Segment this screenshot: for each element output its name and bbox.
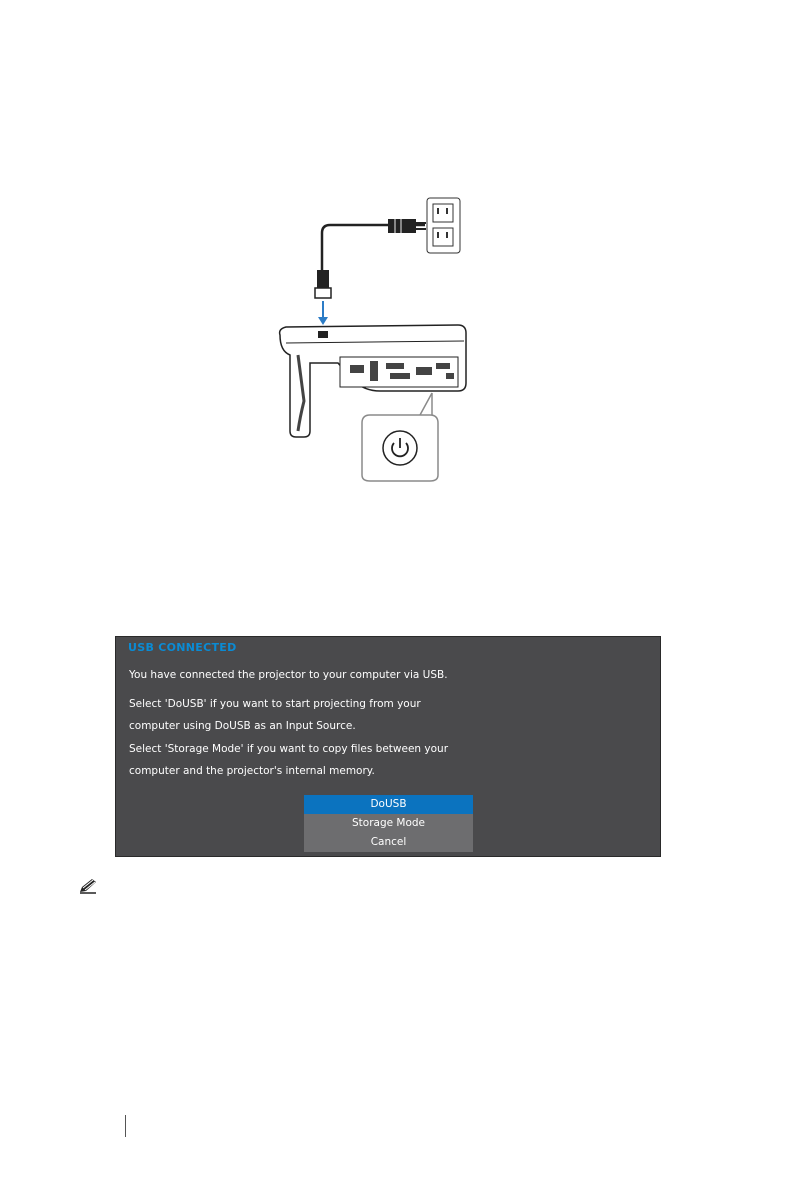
note-pencil-icon [78,878,98,894]
dialog-line-3: computer using DoUSB as an Input Source. [129,720,356,732]
cancel-option[interactable]: Cancel [370,836,407,848]
dialog-line-4: Select 'Storage Mode' if you want to copy files between your [129,743,449,755]
dialog-title: USB CONNECTED [128,641,237,654]
dialog-line-5: computer and the projector's internal memory. [129,765,375,777]
power-button-icon [383,431,417,465]
usb-connected-dialog [115,636,661,857]
projector-power-illustration [270,195,500,485]
wall-outlet-icon [427,198,460,253]
footer-divider [125,1115,126,1137]
dialog-line-1: You have connected the projector to your computer via USB. [129,669,448,681]
storage-mode-option[interactable]: Storage Mode [351,817,426,829]
option-menu [304,795,473,852]
dousb-option[interactable]: DoUSB [304,795,473,814]
dialog-line-2: Select 'DoUSB' if you want to start projecting from your [129,698,421,710]
